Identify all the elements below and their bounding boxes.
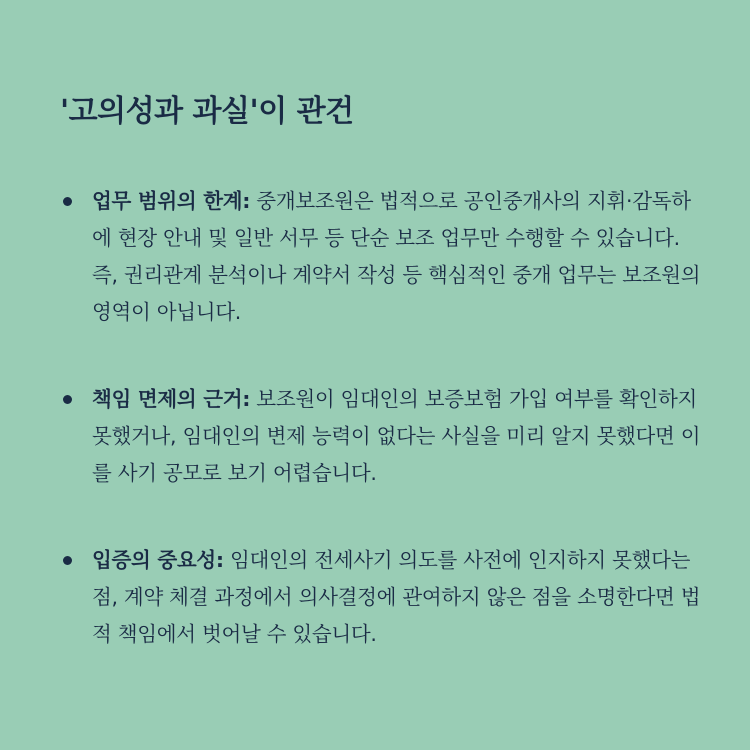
list-item	[60, 183, 710, 331]
item-text: 보조원이 임대인의 보증보험 가입 여부를 확인하지 못했거나, 임대인의 변제 능력이 없다는 사실을 미리 알지 못했다면 이를 사기 공모로 보기 어렵습니다.	[92, 387, 701, 485]
bullet-icon	[63, 556, 72, 565]
list-item	[60, 542, 710, 653]
item-label: 책임 면제의 근거:	[92, 387, 251, 411]
item-label: 업무 범위의 한계:	[92, 189, 251, 213]
item-text: 중개보조원은 법적으로 공인중개사의 지휘·감독하에 현장 안내 및 일반 서무 등 단순 보조 업무만 수행할 수 있습니다. 즉, 권리관계 분석이나 계약서 작성 등 핵심적인 중개 업무는 보조원의 영역이 아닙니다.	[92, 189, 701, 324]
card-title: '고의성과 과실'이 관건	[60, 94, 354, 129]
item-text: 임대인의 전세사기 의도를 사전에 인지하지 못했다는 점, 계약 체결 과정에서 의사결정에 관여하지 않은 점을 소명한다면 법적 책임에서 벗어날 수 있습니다.	[92, 548, 701, 646]
bullet-icon	[63, 197, 72, 206]
list-item	[60, 381, 710, 492]
bullet-icon	[63, 395, 72, 404]
item-label: 입증의 중요성:	[92, 548, 224, 572]
